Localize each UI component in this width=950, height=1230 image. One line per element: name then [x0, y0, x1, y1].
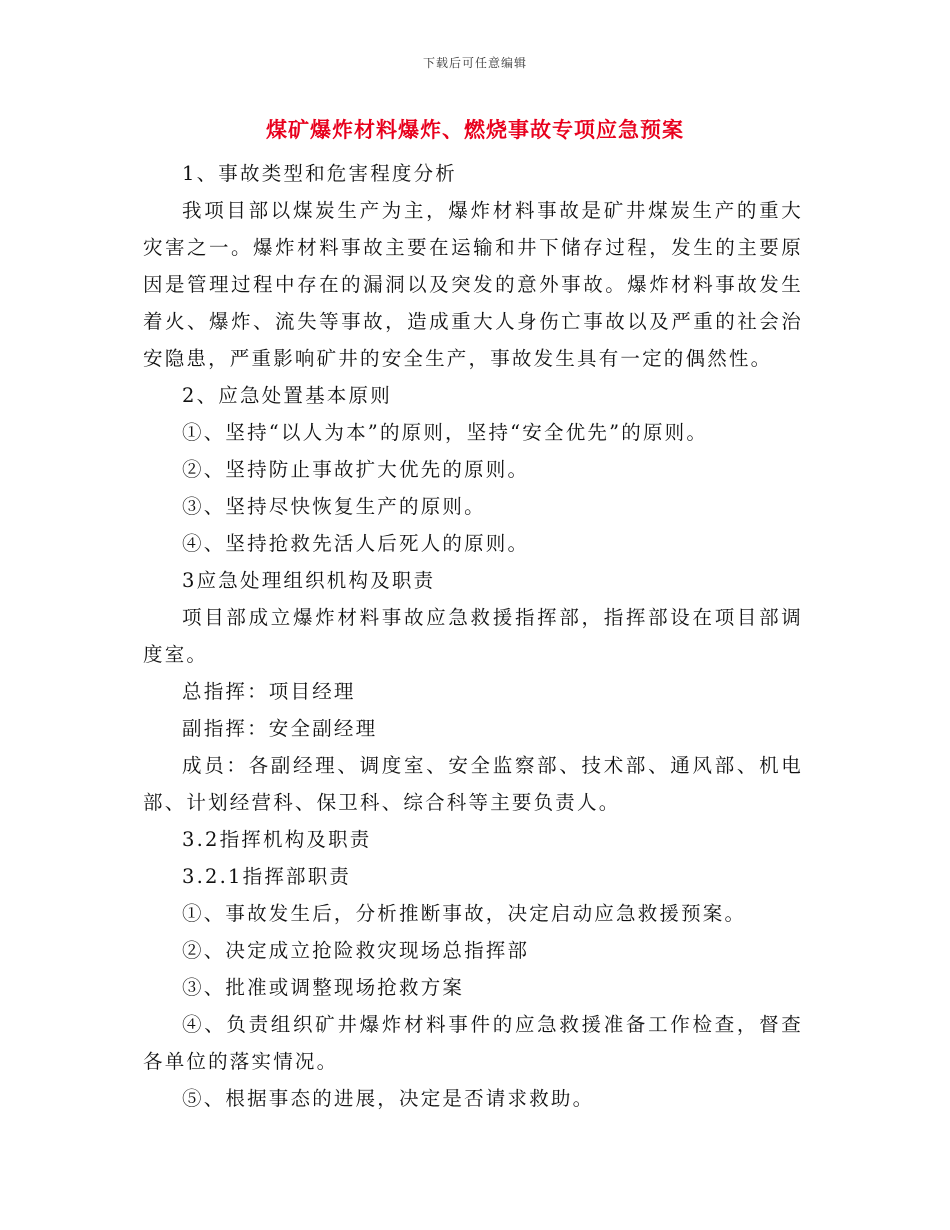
paragraph: 总指挥：项目经理 [182, 680, 356, 703]
section-heading: 2、应急处置基本原则 [182, 384, 392, 407]
list-item: ②、坚持防止事故扩大优先的原则。 [182, 458, 530, 481]
list-item: ④、坚持抢救先活人后死人的原则。 [182, 532, 530, 555]
list-item: ③、坚持尽快恢复生产的原则。 [182, 495, 486, 518]
list-item: ⑤、根据事态的进展，决定是否请求救助。 [182, 1087, 595, 1110]
section-heading: 3.2指挥机构及职责 [182, 828, 372, 851]
list-item: ③、批准或调整现场抢救方案 [182, 976, 465, 999]
paragraph: 副指挥：安全副经理 [182, 717, 378, 740]
section-heading: 3.2.1指挥部职责 [182, 865, 352, 888]
paragraph: 我项目部以煤炭生产为主，爆炸材料事故是矿井煤炭生产的重大灾害之一。爆炸材料事故主要在运输和井下储存过程，发生的主要原因是管理过程中存在的漏洞以及突发的意外事故。爆炸材料事故发生着火、爆炸、流失等事故，造成重大人身伤亡事故以及严重的社会治安隐患，严重影响矿井的安全生产，事故发生具有一定的偶然性。 [143, 199, 803, 370]
document-title: 煤矿爆炸材料爆炸、燃烧事故专项应急预案 [266, 117, 684, 142]
section-heading: 3应急处理组织机构及职责 [182, 569, 436, 592]
paragraph: 成员：各副经理、调度室、安全监察部、技术部、通风部、机电部、计划经营科、保卫科、综合科等主要负责人。 [143, 754, 803, 814]
paragraph: 项目部成立爆炸材料事故应急救援指挥部，指挥部设在项目部调度室。 [143, 606, 803, 666]
list-item: ④、负责组织矿井爆炸材料事件的应急救援准备工作检查，督查各单位的落实情况。 [143, 1013, 803, 1073]
section-heading: 1、事故类型和危害程度分析 [182, 162, 458, 185]
header-note: 下载后可任意编辑 [422, 56, 527, 70]
list-item: ①、事故发生后，分析推断事故，决定启动应急救援预案。 [182, 902, 747, 925]
list-item: ②、决定成立抢险救灾现场总指挥部 [182, 939, 530, 962]
document-body [143, 155, 803, 1117]
list-item: ①、坚持“以人为本”的原则，坚持“安全优先”的原则。 [182, 421, 709, 444]
